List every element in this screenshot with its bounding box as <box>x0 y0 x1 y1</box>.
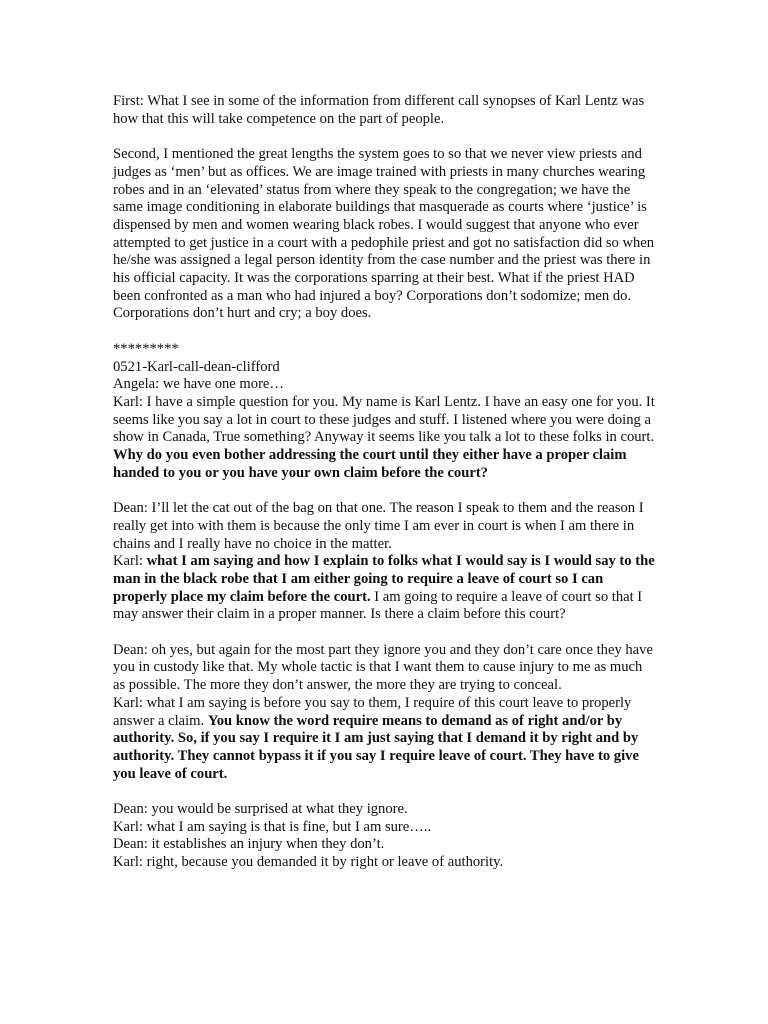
karl-1-text: Karl: I have a simple question for you. My name is Karl Lentz. I have an easy one for you. It seems like you say a lot in court to these judges and stuff. I listened where you were doing a show in Canada, True something? Anyway it seems like you talk a lot to these folks in court. <box>113 393 655 446</box>
karl-2-prefix: Karl: <box>113 553 147 570</box>
paragraph-gap <box>113 624 658 642</box>
line-karl-4: Karl: what I am saying is that is fine, but I am sure….. <box>113 818 432 835</box>
paragraph-second: Second, I mentioned the great lengths the system goes to so that we never view priests and judges as ‘men’ but as offices. We are image trained with priests in many churches wearing robes and in an ‘elevated’ status from where they speak to the congregation; we have the same image conditioning in elaborate buildings that masquerade as courts where ‘justice’ is dispensed by men and women wearing black robes. I would suggest that anyone who ever attempted to get justice in a court with a pedophile priest and got no satisfaction did so when he/she was assigned a legal person identity from the case number and the priest was there in his official capacity. It was the corporations sparring at their best. What if the priest HAD been confronted as a man who had injured a boy? Corporations don’t sodomize; men do. Corporations don’t hurt and cry; a boy does. <box>113 146 655 322</box>
call-title: 0521-Karl-call-dean-clifford <box>113 358 280 375</box>
paragraph-first: First: What I see in some of the information from different call synopses of Karl Lentz was how that this will take competence on the part of people. <box>113 93 645 127</box>
line-karl-5: Karl: right, because you demanded it by right or leave of authority. <box>113 854 504 871</box>
document-body <box>113 93 658 872</box>
line-dean-2: Dean: oh yes, but again for the most part they ignore you and they don’t care once they have you in custody like that. My whole tactic is that I want them to cause injury to me as much as possible. The more they don’t answer, the more they are trying to conceal. <box>113 641 653 694</box>
line-karl-1 <box>113 394 658 483</box>
line-dean-1: Dean: I’ll let the cat out of the bag on that one. The reason I speak to them and the reason I really get into with them is because the only time I am ever in court is when I am there in chains and I really have no choice in the matter. <box>113 500 644 552</box>
line-dean-4: Dean: it establishes an injury when they don’t. <box>113 836 385 853</box>
line-angela: Angela: we have one more… <box>113 376 285 393</box>
karl-2-text: I am going to require a leave of court so that I may answer their claim in a proper manner. Is there a claim before this court? <box>113 588 643 623</box>
karl-2-bold-text: what I am saying and how I explain to folks what I would say is I would say to the man in the black robe that I am either going to require a leave of court so I can properly place my claim before the court. <box>113 553 655 605</box>
paragraph-gap <box>113 323 658 341</box>
line-karl-3 <box>113 695 658 784</box>
karl-3-text: Karl: what I am saying is before you say to them, I require of this court leave to properly answer a claim. <box>113 694 632 729</box>
paragraph-gap <box>113 482 658 500</box>
line-dean-3: Dean: you would be surprised at what they ignore. <box>113 801 408 818</box>
line-karl-2 <box>113 553 658 624</box>
paragraph-gap <box>113 783 658 801</box>
separator: ********* <box>113 340 179 357</box>
karl-1-bold-text: Why do you even bother addressing the court until they either have a proper claim handed to you or you have your own claim before the court? <box>113 447 627 481</box>
paragraph-gap <box>113 128 658 146</box>
karl-3-bold-text: You know the word require means to demand as of right and/or by authority. So, if you say I require it I am just saying that I demand it by right and by authority. They cannot bypass it if you say I require leave of court. They have to give you leave of court. <box>113 712 639 782</box>
